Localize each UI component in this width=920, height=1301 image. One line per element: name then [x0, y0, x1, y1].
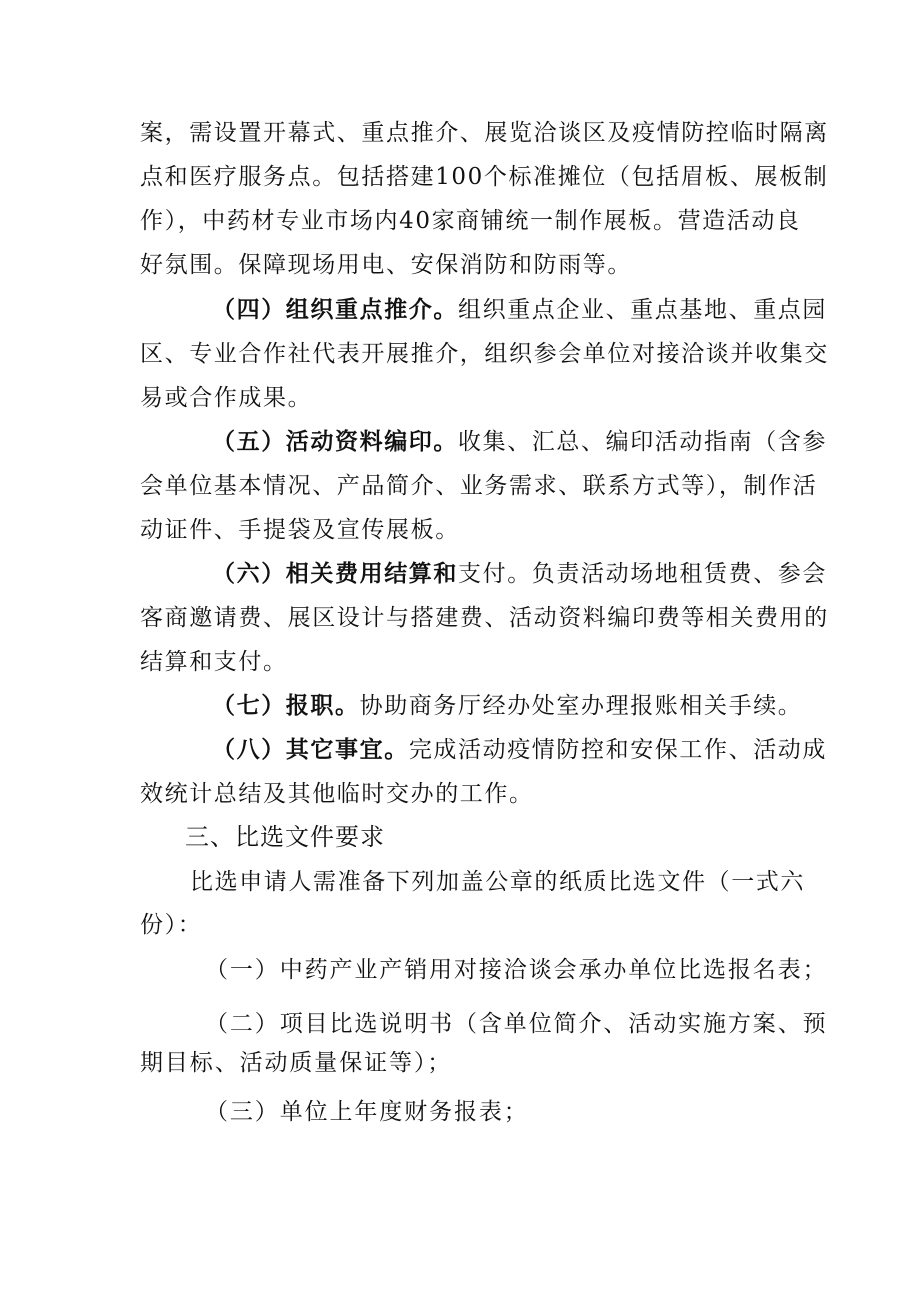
paragraph-line: 比选申请人需准备下列加盖公章的纸质比选文件（一式六	[190, 869, 805, 895]
item-6-text: 支付。负责活动场地租赁费、参会	[458, 561, 827, 587]
paragraph-line: 结算和支付。	[140, 649, 288, 675]
item-4-text: 组织重点企业、重点基地、重点园	[458, 297, 827, 323]
paragraph-line: 作），中药材专业市场内40家商铺统一制作展板。营造活动良	[140, 208, 801, 234]
item-4-first-line	[212, 295, 857, 325]
paragraph-line: 区、专业合作社代表开展推介，组织参会单位对接洽谈并收集交	[140, 341, 829, 367]
paragraph-line: 会单位基本情况、产品简介、业务需求、联系方式等），制作活	[140, 473, 818, 499]
item-7-text: 协助商务厅经办处室办理报账相关手续。	[359, 693, 803, 719]
item-6-first-line	[212, 559, 857, 589]
item-8-title: （八）其它事宜。	[212, 736, 409, 763]
paragraph-line: 效统计总结及其他临时交办的工作。	[140, 781, 534, 807]
paragraph-line: 动证件、手提袋及宣传展板。	[140, 517, 460, 543]
paragraph-line: 客商邀请费、展区设计与搭建费、活动资料编印费等相关费用的	[140, 605, 829, 631]
paragraph-line: 份）：	[140, 912, 203, 938]
item-7-line	[212, 691, 857, 721]
section-heading: 三、比选文件要求	[185, 823, 385, 851]
item-6-title: （六）相关费用结算和	[212, 560, 458, 587]
list-item: （二）项目比选说明书（含单位简介、活动实施方案、预	[205, 1011, 828, 1037]
item-5-title: （五）活动资料编印。	[212, 428, 458, 455]
item-7-title: （七）报职。	[212, 692, 360, 719]
paragraph-line: 点和医疗服务点。包括搭建100个标准摊位（包括眉板、展板制	[140, 164, 829, 190]
list-item-continuation: 期目标、活动质量保证等）；	[140, 1050, 453, 1076]
paragraph-line: 好氛围。保障现场用电、安保消防和防雨等。	[140, 252, 632, 278]
item-8-first-line	[212, 735, 857, 765]
item-8-text: 完成活动疫情防控和安保工作、活动成	[408, 737, 828, 763]
list-item: （一）中药产业产销用对接洽谈会承办单位比选报名表；	[205, 957, 828, 983]
item-5-text: 收集、汇总、编印活动指南（含参	[458, 429, 827, 455]
item-5-first-line	[212, 427, 857, 457]
item-4-title: （四）组织重点推介。	[212, 296, 458, 323]
list-item: （三）单位上年度财务报表；	[205, 1099, 529, 1125]
paragraph-line: 案，需设置开幕式、重点推介、展览洽谈区及疫情防控临时隔离	[140, 120, 829, 146]
paragraph-line: 易或合作成果。	[140, 385, 313, 411]
